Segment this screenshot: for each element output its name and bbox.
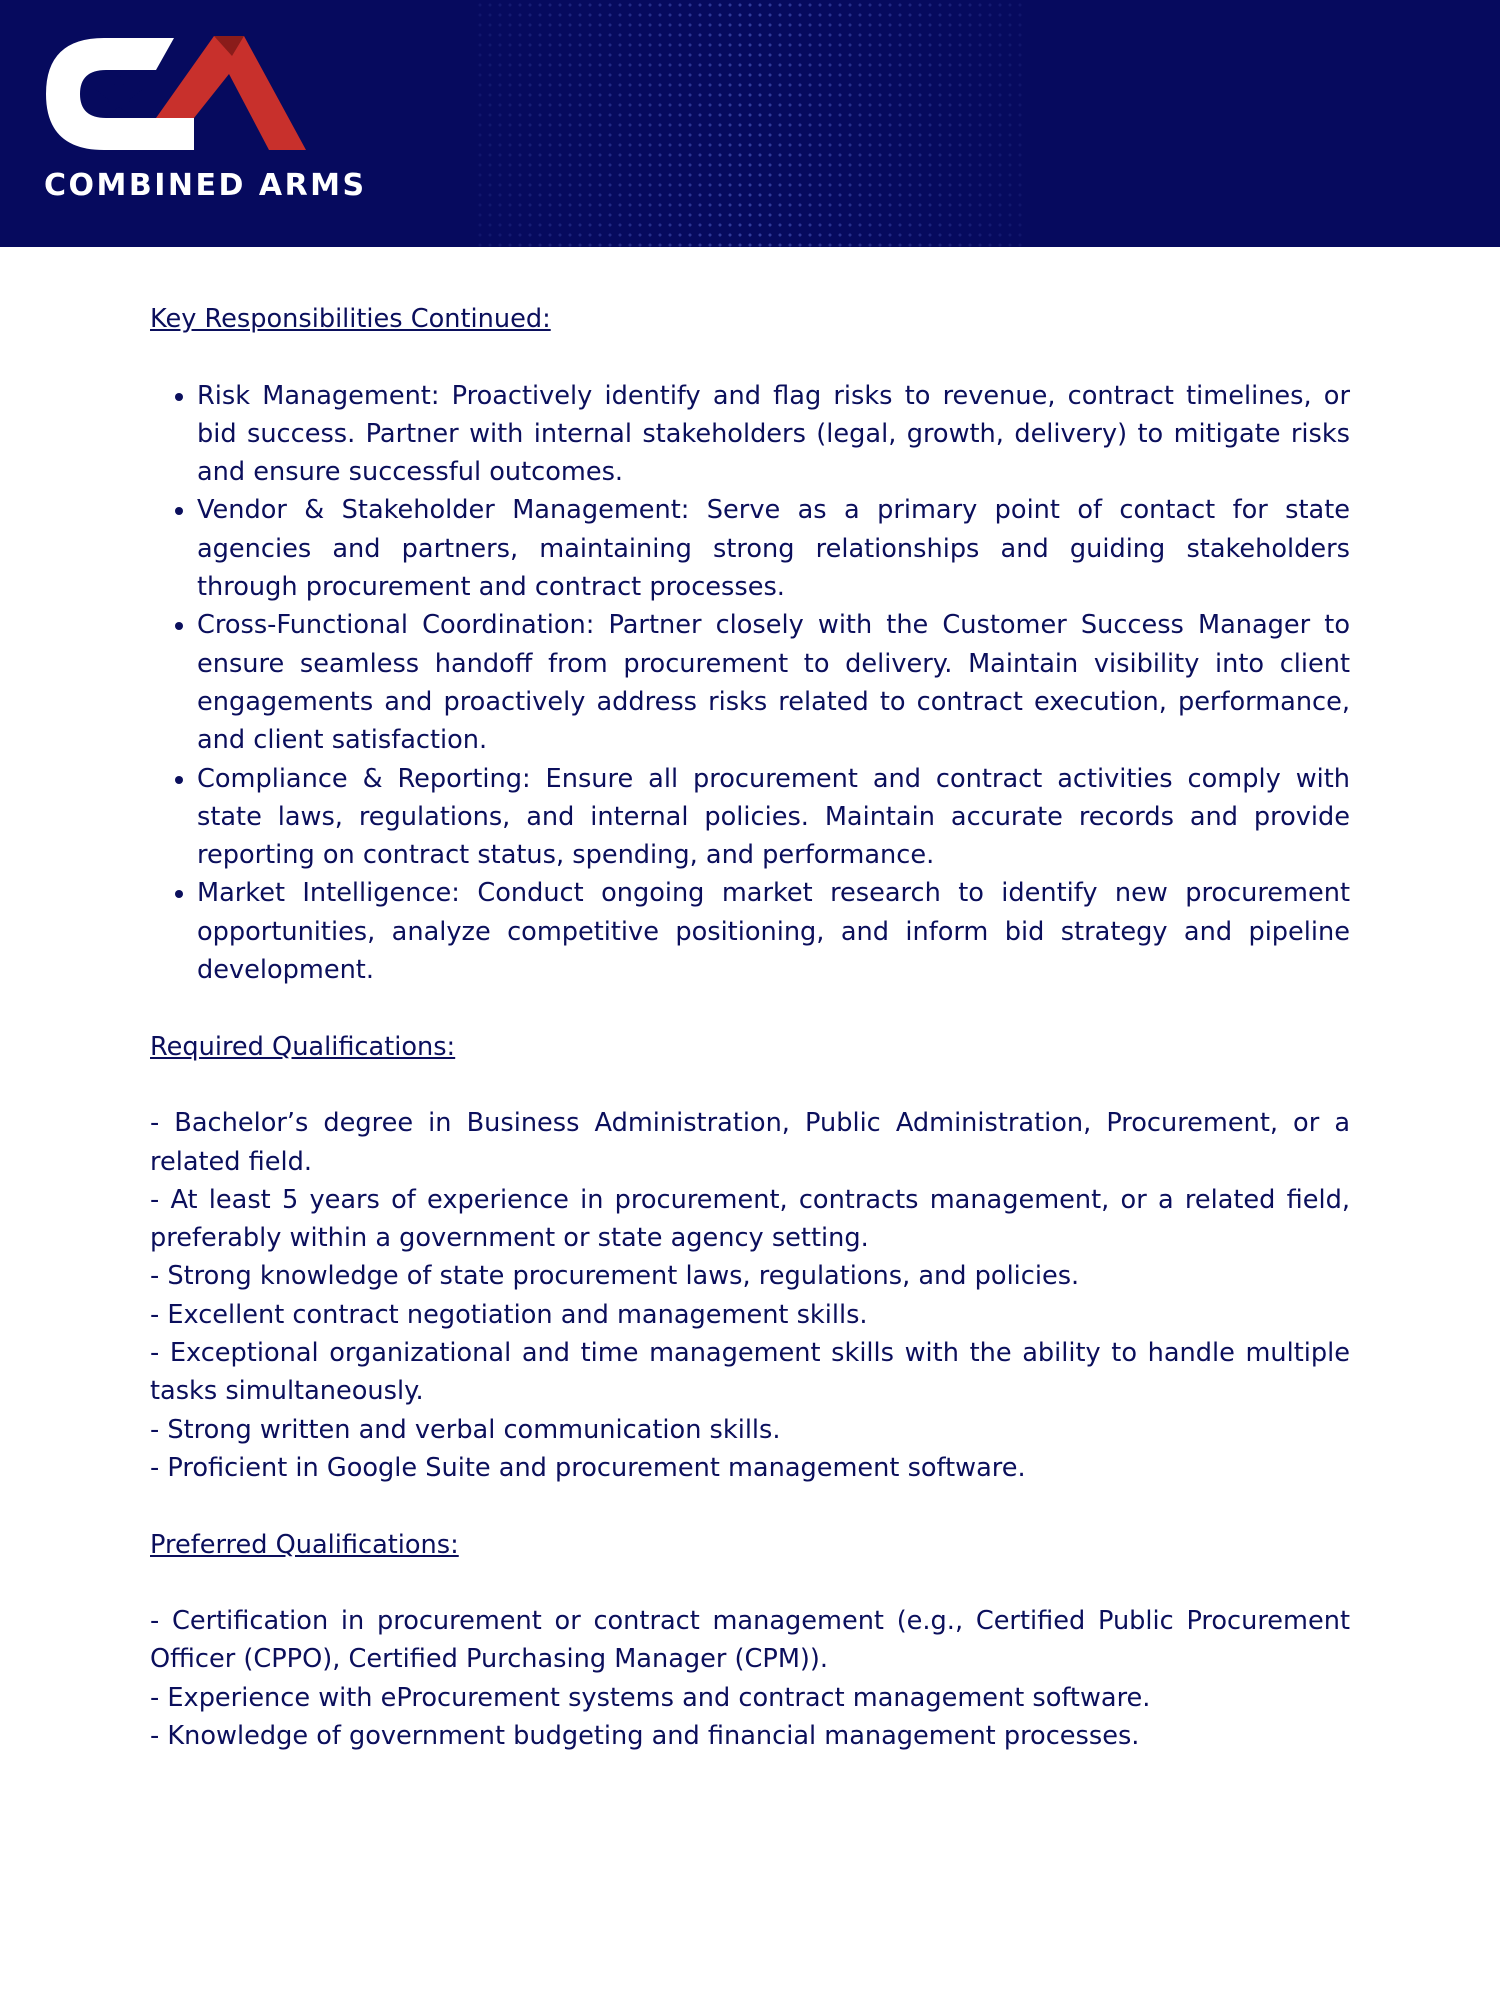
list-item: • Compliance & Reporting: Ensure all procurement and contract activities comply with state laws, regulations, and internal policies. Maintain accurate records and provide reporting on contract status, spending, and performance.: [197, 760, 1350, 875]
preferred-heading: Preferred Qualifications:: [150, 1529, 459, 1560]
combined-arms-logo-icon: [44, 34, 314, 164]
list-item: • Risk Management: Proactively identify and flag risks to revenue, contract timelines, or bid success. Partner with internal stakeholders (legal, growth, delivery) to mitigate risks and ensure successful outcomes.: [197, 377, 1350, 492]
header-banner: [0, 0, 1500, 247]
list-item: - Experience with eProcurement systems and contract management software.: [150, 1682, 1151, 1713]
list-item: - Strong knowledge of state procurement laws, regulations, and policies.: [150, 1261, 1080, 1292]
list-item: • Cross-Functional Coordination: Partner closely with the Customer Success Manager to ensure seamless handoff from procurement to delivery. Maintain visibility into client engagements and proactively address risks related to contract execution, performance, and client satisfaction.: [197, 606, 1350, 759]
document-body: [150, 300, 1350, 1755]
dot-pattern: [475, 0, 1025, 247]
list-item: - Exceptional organizational and time management skills with the ability to handle multiple tasks simultaneously.: [150, 1338, 1350, 1407]
list-item: • Market Intelligence: Conduct ongoing market research to identify new procurement opportunities, analyze competitive positioning, and inform bid strategy and pipeline development.: [197, 874, 1350, 989]
list-item: - Bachelor’s degree in Business Administration, Public Administration, Procurement, or a related field.: [150, 1108, 1350, 1177]
required-heading: Required Qualifications:: [150, 1031, 456, 1062]
list-item: - Knowledge of government budgeting and financial management processes.: [150, 1720, 1140, 1751]
list-item: - Certification in procurement or contract management (e.g., Certified Public Procurement Officer (CPPO), Certified Purchasing Manager (CPM)).: [150, 1606, 1350, 1675]
responsibilities-list: [150, 377, 1350, 990]
responsibilities-heading: Key Responsibilities Continued:: [150, 304, 551, 334]
brand-name: COMBINED ARMS: [44, 168, 367, 203]
list-item: - At least 5 years of experience in procurement, contracts management, or a related field, preferably within a government or state agency setting.: [150, 1184, 1350, 1254]
list-item: - Excellent contract negotiation and management skills.: [150, 1299, 868, 1330]
list-item: - Proficient in Google Suite and procurement management software.: [150, 1452, 1026, 1483]
list-item: • Vendor & Stakeholder Management: Serve as a primary point of contact for state agencies and partners, maintaining strong relationships and guiding stakeholders through procurement and contract processes.: [197, 491, 1350, 606]
list-item: - Strong written and verbal communication skills.: [150, 1414, 781, 1445]
